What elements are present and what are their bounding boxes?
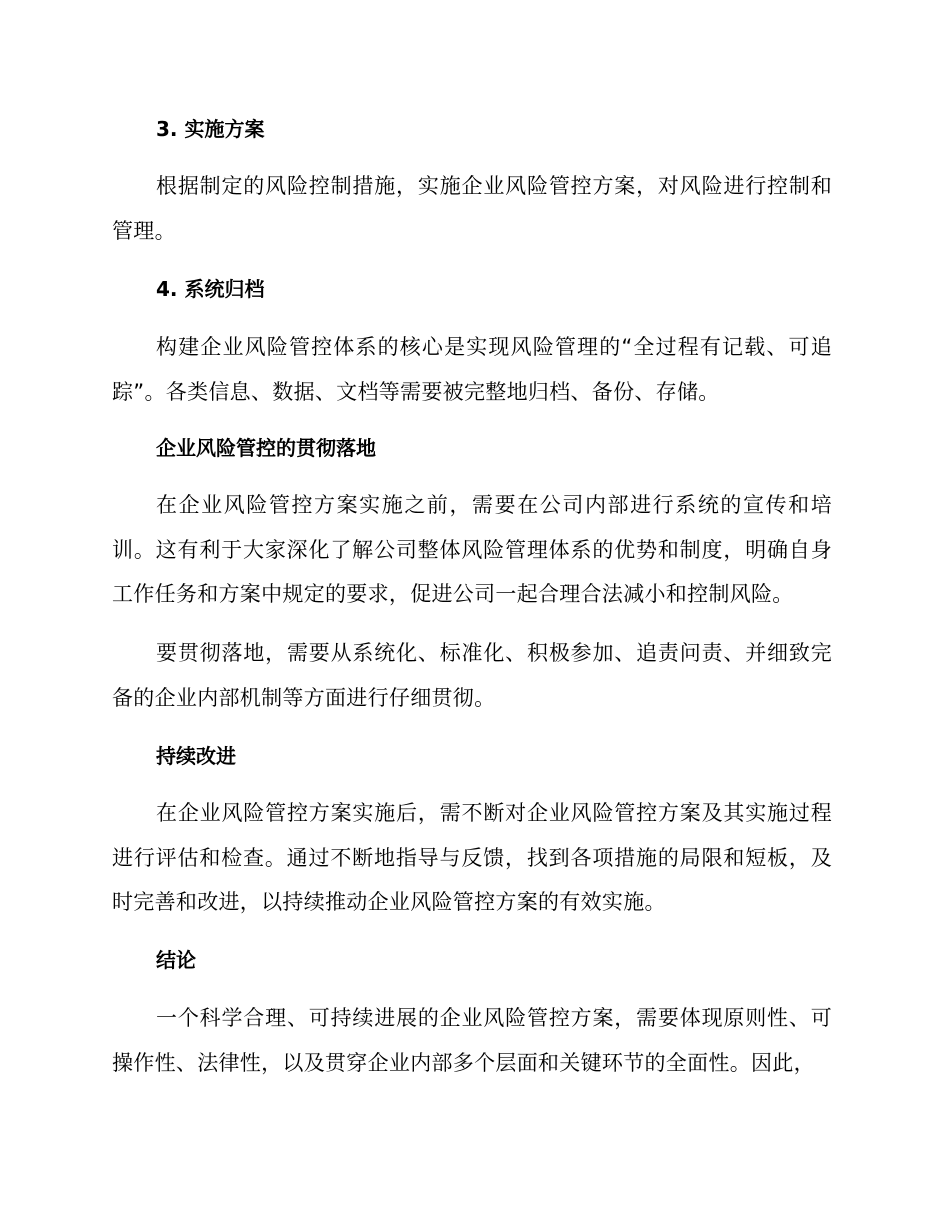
paragraph-archiving: 构建企业风险管控体系的核心是实现风险管理的“全过程有记载、可追踪”。各类信息、数据、文档等需要被完整地归档、备份、存储。 [112,335,832,404]
section-heading-continuous-improvement: 持续改进 [156,744,236,768]
paragraph-landing-mechanism: 要贯彻落地，需要从系统化、标准化、积极参加、追责问责、并细致完备的企业内部机制等方面进行仔细贯彻。 [112,641,832,710]
section-heading-implementation-landing: 企业风险管控的贯彻落地 [156,436,376,460]
section-heading-implementation: 3. 实施方案 [156,117,265,141]
paragraph-implementation: 根据制定的风险控制措施，实施企业风险管控方案，对风险进行控制和管理。 [112,174,832,243]
paragraph-landing-training: 在企业风险管控方案实施之前，需要在公司内部进行系统的宣传和培训。这有利于大家深化了解公司整体风险管理体系的优势和制度，明确自身工作任务和方案中规定的要求，促进公司一起合理合法减小和控制风险。 [112,493,832,606]
paragraph-continuous-improvement: 在企业风险管控方案实施后，需不断对企业风险管控方案及其实施过程进行评估和检查。通过不断地指导与反馈，找到各项措施的局限和短板，及时完善和改进，以持续推动企业风险管控方案的有效实施。 [112,801,832,914]
section-heading-archiving: 4. 系统归档 [156,277,265,301]
section-heading-conclusion: 结论 [156,948,196,972]
paragraph-conclusion: 一个科学合理、可持续进展的企业风险管控方案，需要体现原则性、可操作性、法律性，以及贯穿企业内部多个层面和关键环节的全面性。因此， [112,1006,832,1075]
